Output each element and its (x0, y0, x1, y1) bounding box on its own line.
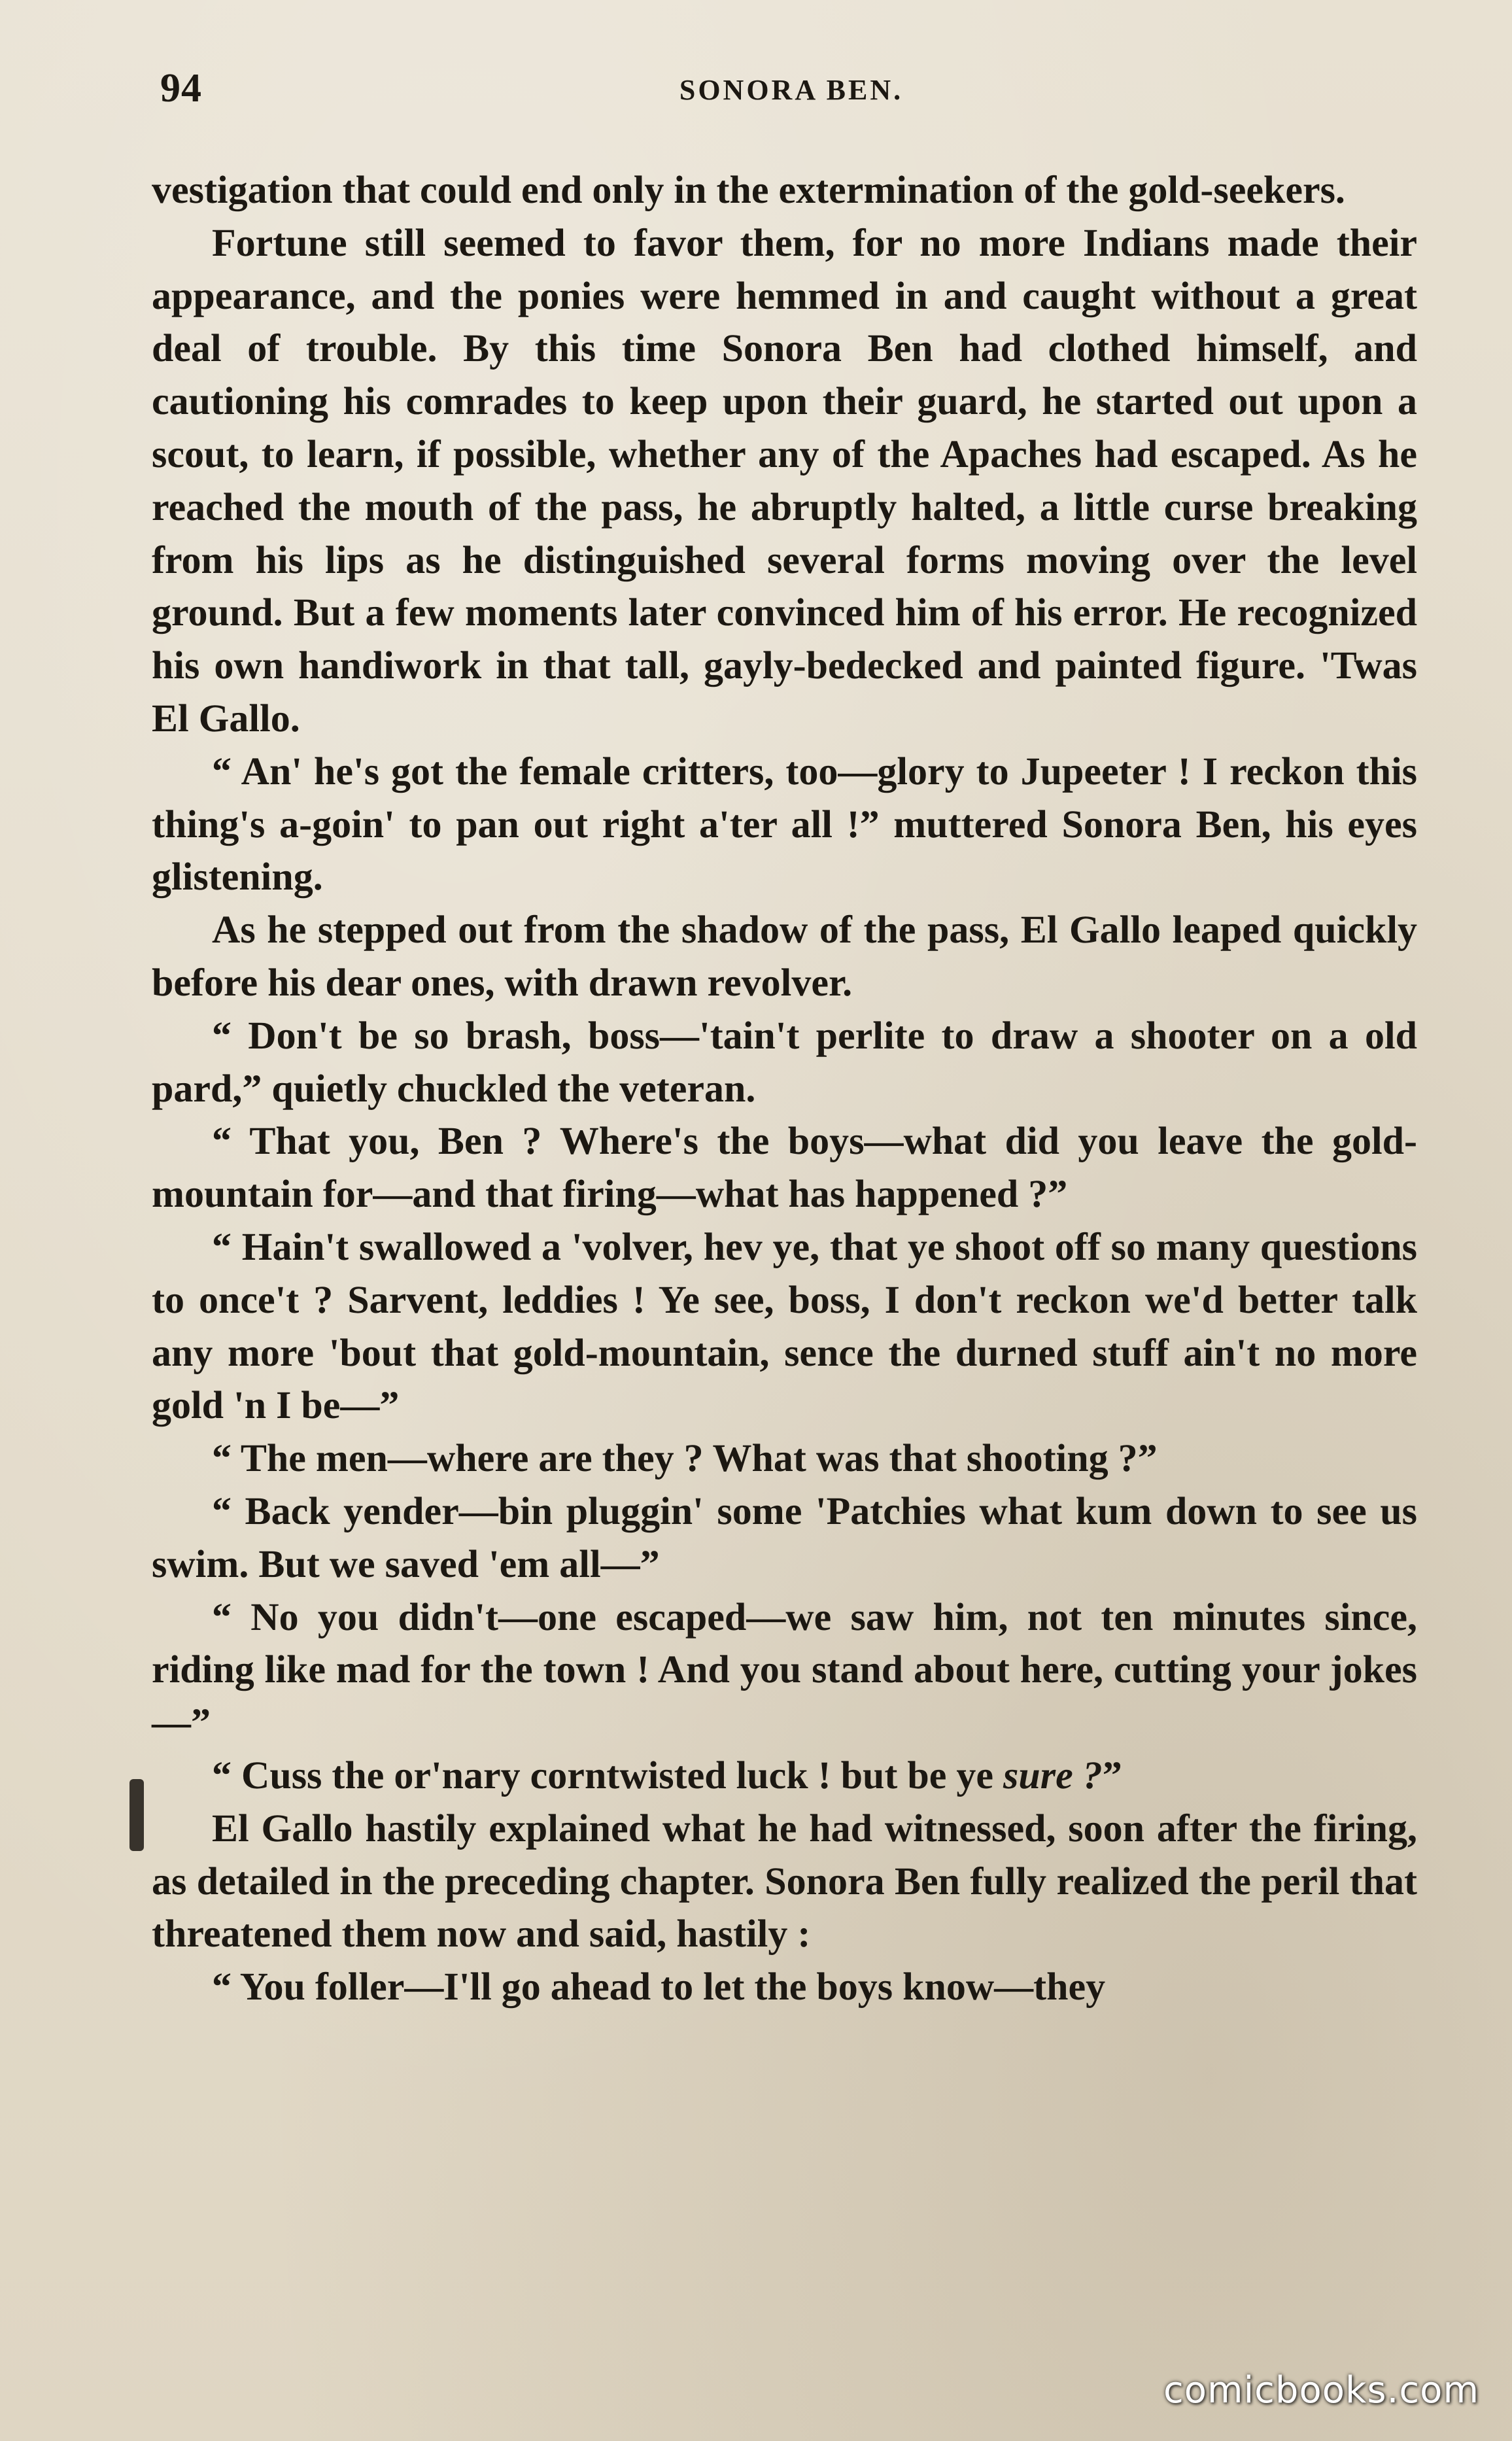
page-number: 94 (160, 66, 202, 111)
paragraph: vestigation that could end only in the extermination of the gold-seekers. (152, 168, 1345, 211)
paragraph: “ The men—where are they ? What was that shooting ?” (212, 1436, 1158, 1480)
paragraph: “ You foller—I'll go ahead to let the boys know—they (212, 1965, 1106, 2009)
paragraph (152, 1749, 1417, 1802)
paragraph: “ No you didn't—one escaped—we saw him, not ten minutes since, riding like mad for the town ! And you stand about here, cutting your jokes—” (152, 1595, 1417, 1744)
watermark: comicbooks.com (1163, 2369, 1479, 2412)
paragraph-text: ” (1102, 1753, 1122, 1797)
paragraph: El Gallo hastily explained what he had witnessed, soon after the firing, as detailed in the preceding chapter. Sonora Ben fully realized the peril that threatened them now and said, hastily : (152, 1806, 1417, 1956)
paragraph: As he stepped out from the shadow of the pass, El Gallo leaped quickly before his dear ones, with drawn revolver. (152, 908, 1417, 1004)
margin-ink-mark (129, 1779, 144, 1851)
paragraph: Fortune still seemed to favor them, for no more Indians made their appearance, and the ponies were hemmed in and caught without a great deal of trouble. By this time Sonora Ben had clothed himself, and cautioning his comrades to keep upon their guard, he started out upon a scout, to learn, if possible, whether any of the Apaches had escaped. As he reached the mouth of the pass, he abruptly halted, a little curse breaking from his lips as he distinguished several forms moving over the level ground. But a few moments later convinced him of his error. He recognized his own handiwork in that tall, gayly-bedecked and painted figure. 'Twas El Gallo. (152, 220, 1417, 740)
paragraph: “ Don't be so brash, boss—'tain't perlite to draw a shooter on a old pard,” quietly chuckled the veteran. (152, 1013, 1417, 1110)
paragraph: “ An' he's got the female critters, too—glory to Jupeeter ! I reckon this thing's a-goin' to pan out right a'ter all !” muttered Sonora Ben, his eyes glistening. (152, 749, 1417, 899)
paragraph: “ Back yender—bin pluggin' some 'Patchies what kum down to see us swim. But we saved 'em all—” (152, 1489, 1417, 1585)
emphasis-text: sure ? (1003, 1753, 1103, 1797)
running-title: SONORA BEN. (679, 74, 904, 106)
paragraph: “ Hain't swallowed a 'volver, hev ye, that ye shoot off so many questions to once't ? Sarvent, leddies ! Ye see, boss, I don't reckon we'd better talk any more 'bout that gold-mountain, sence the durned stuff ain't no more gold 'n I be—” (152, 1224, 1417, 1427)
body-text (152, 164, 1417, 2013)
running-head (160, 65, 1422, 118)
paragraph: “ That you, Ben ? Where's the boys—what did you leave the gold-mountain for—and that firing—what has happened ?” (152, 1119, 1417, 1216)
paragraph-text: “ Cuss the or'nary corntwisted luck ! but be ye (212, 1753, 1003, 1797)
